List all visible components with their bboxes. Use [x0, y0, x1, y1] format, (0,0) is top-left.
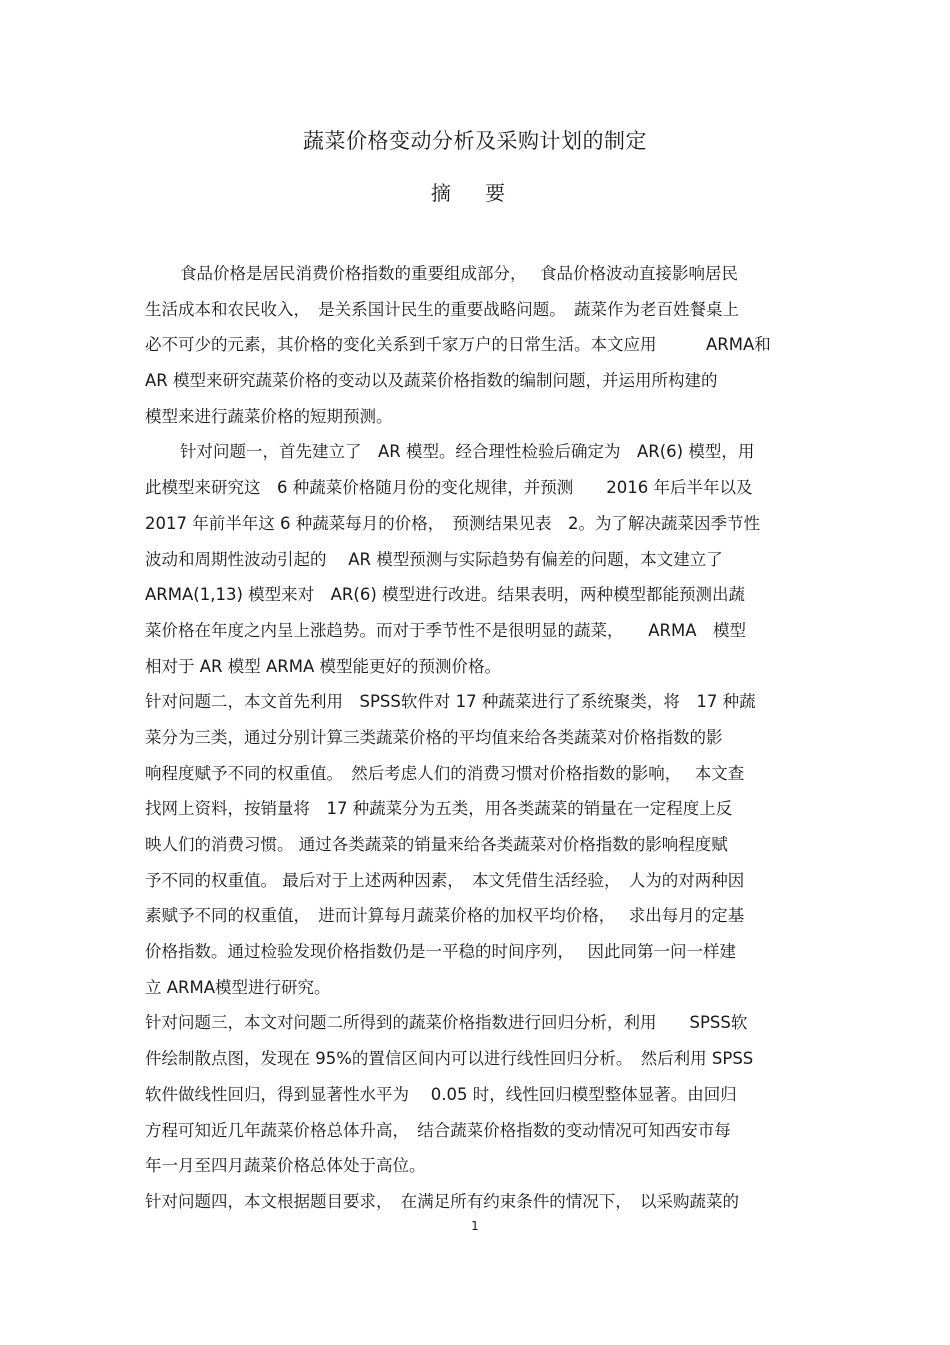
- text-line: 此模型来研究这 6 种蔬菜价格随月份的变化规律，并预测 2016 年后半年以及: [145, 478, 753, 498]
- text-line: 年一月至四月蔬菜价格总体处于高位。: [145, 1156, 426, 1176]
- text-line: 模型来进行蔬菜价格的短期预测。: [145, 406, 393, 426]
- text-line: ARMA(1,13) 模型来对 AR(6) 模型进行改进。结果表明，两种模型都能预测出蔬: [145, 585, 746, 605]
- text-line: 予不同的权重值。 最后对于上述两种因素， 本文凭借生活经验， 人为的对两种因: [145, 870, 745, 890]
- text-line: 食品价格是居民消费价格指数的重要组成部分， 食品价格波动直接影响居民: [180, 264, 738, 283]
- text-line: 找网上资料，按销量将 17 种蔬菜分为五类，用各类蔬菜的销量在一定程度上反: [145, 799, 733, 819]
- text-line: 素赋予不同的权重值， 进而计算每月蔬菜价格的加权平均价格， 求出每月的定基: [145, 906, 745, 926]
- text-line: 针对问题三，本文对问题二所得到的蔬菜价格指数进行回归分析，利用 SPSS软: [145, 1013, 748, 1033]
- text-line: 映人们的消费习惯。 通过各类蔬菜的销量来给各类蔬菜对价格指数的影响程度赋: [145, 835, 728, 854]
- text-line: 件绘制散点图，发现在 95%的置信区间内可以进行线性回归分析。 然后利用 SPSS: [145, 1049, 754, 1069]
- text-line: 针对问题二，本文首先利用 SPSS软件对 17 种蔬菜进行了系统聚类，将 17 种蔬: [145, 692, 756, 712]
- text-line: AR 模型来研究蔬菜价格的变动以及蔬菜价格指数的编制问题，并运用所构建的: [145, 371, 718, 391]
- text-line: 针对问题一，首先建立了 AR 模型。经合理性检验后确定为 AR(6) 模型，用: [180, 442, 755, 462]
- text-line: 必不可少的元素，其价格的变化关系到千家万户的日常生活。本文应用 ARMA和: [145, 335, 771, 355]
- text-line: 菜价格在年度之内呈上涨趋势。而对于季节性不是很明显的蔬菜， ARMA 模型: [145, 620, 747, 640]
- text-line: 方程可知近几年蔬菜价格总体升高， 结合蔬菜价格指数的变动情况可知西安市每: [145, 1120, 731, 1140]
- text-line: 响程度赋予不同的权重值。 然后考虑人们的消费习惯对价格指数的影响， 本文查: [145, 763, 745, 783]
- abstract-heading: 摘 要: [430, 181, 520, 205]
- text-line: 菜分为三类，通过分别计算三类蔬菜价格的平均值来给各类蔬菜对价格指数的影: [145, 727, 723, 747]
- text-line: 波动和周期性波动引起的 AR 模型预测与实际趋势有偏差的问题，本文建立了: [145, 549, 723, 569]
- page-number: 1: [471, 1219, 479, 1233]
- text-line: 价格指数。通过检验发现价格指数仍是一平稳的时间序列， 因此同第一问一样建: [145, 942, 736, 962]
- text-line: 软件做线性回归，得到显著性水平为 0.05 时，线性回归模型整体显著。由回归: [145, 1084, 737, 1104]
- paper-title: 蔬菜价格变动分析及采购计划的制定: [303, 129, 647, 153]
- text-line: 生活成本和农民收入， 是关系国计民生的重要战略问题。 蔬菜作为老百姓餐桌上: [145, 299, 739, 319]
- text-line: 立 ARMA模型进行研究。: [145, 977, 331, 997]
- text-line: 针对问题四，本文根据题目要求， 在满足所有约束条件的情况下， 以采购蔬菜的: [145, 1191, 739, 1211]
- abstract-body: [145, 256, 820, 1220]
- text-line: 相对于 AR 模型 ARMA 模型能更好的预测价格。: [145, 656, 502, 676]
- text-line: 2017 年前半年这 6 种蔬菜每月的价格， 预测结果见表 2。为了解决蔬菜因季节性: [145, 513, 760, 533]
